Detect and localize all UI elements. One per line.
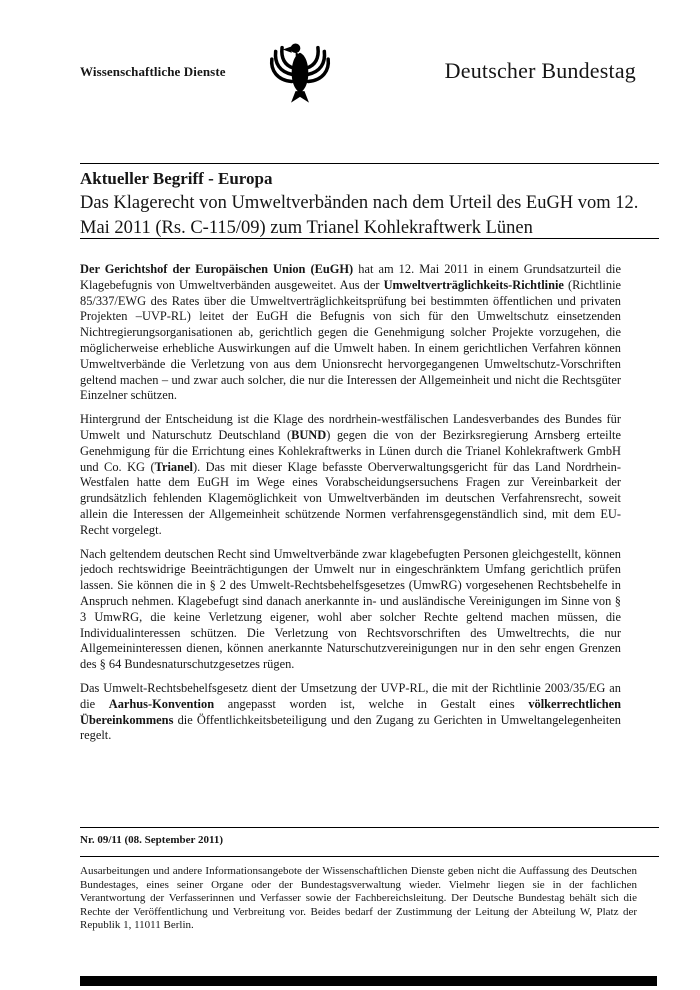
footer-middle-divider <box>80 856 659 857</box>
body-paragraph-1: Der Gerichtshof der Europäischen Union (EuGH) hat am 12. Mai 2011 in einem Grundsatzurteil die Klagebefugnis von Umweltverbänden ausgeweitet. Aus der Umweltverträglichkeits-Richtlinie (Richtlinie 85/337/EWG des Rates über die Umweltverträglichkeitsprüfung bei bestimmten öffentlichen und privaten Projekten –UVP-RL) leitet der EuGH die Befugnis von sich für den Umweltschutz einsetzenden Nichtregierungsorganisationen ab, gerichtlich gegen die Genehmigung solcher Projekte vorzugehen, die möglicherweise erhebliche Auswirkungen auf die Umwelt haben. In einem gerichtlichen Verfahren können Umweltverbände die Verletzung von aus dem Unionsrecht hervorgegangenen Umweltschutz-Vorschriften geltend machen – und zwar auch solcher, die nur die Interessen der Allgemeinheit und nicht die Rechtsgüter Einzelner schützen. <box>80 262 621 403</box>
disclaimer-text: Ausarbeitungen und andere Informationsangebote der Wissenschaftlichen Dienste geben nicht die Auffassung des Deutschen Bundestages, eines seiner Organe oder der Bundestagsverwaltung wieder. Vielmehr liegen sie in der fachlichen Verantwortung der Verfasserinnen und Verfasser sowie der Fachbereichsleitung. Der Deutsche Bundestag behält sich die Rechte der Veröffentlichung und Verbreitung vor. Beides bedarf der Zustimmung der Leitung der Abteilung W, Platz der Republik 1, 11011 Berlin. <box>80 865 637 932</box>
title-block <box>80 168 660 241</box>
footer-bar <box>80 976 657 986</box>
bundestag-eagle-icon <box>268 34 332 106</box>
issue-number: Nr. 09/11 (08. September 2011) <box>80 834 223 846</box>
footer-top-divider <box>80 827 659 828</box>
document-body <box>80 262 621 824</box>
document-title: Das Klagerecht von Umweltverbänden nach dem Urteil des EuGH vom 12. Mai 2011 (Rs. C-115/09) zum Trianel Kohlekraftwerk Lünen <box>80 193 639 238</box>
body-paragraph-2: Hintergrund der Entscheidung ist die Klage des nordrhein-westfälischen Landesverbandes des Bundes für Umwelt und Naturschutz Deutschland (BUND) gegen die von der Bezirksregierung Arnsberg erteilte Genehmigung für die Errichtung eines Kohlekraftwerks in Lünen durch die Trianel Kohlekraftwerk GmbH und Co. KG (Trianel). Das mit dieser Klage befasste Oberverwaltungsgericht für das Land Nordrhein-Westfalen hatte dem EuGH im Wege eines Vorabscheidungsersuchens Fragen zur Vereinbarkeit der grundsätzlich fehlenden Klagemöglichkeit von Umweltverbänden im deutschen Verfahrensrecht, soweit allein die Interessen der Allgemeinheit schützende Normen verfahrensgegenständlich sind, mit dem EU-Recht vorgelegt. <box>80 412 621 537</box>
title-bottom-divider <box>80 238 659 239</box>
title-top-divider <box>80 163 659 164</box>
series-title: Aktueller Begriff - Europa <box>80 169 273 188</box>
institution-name: Deutscher Bundestag <box>444 58 636 83</box>
body-paragraph-4: Das Umwelt-Rechtsbehelfsgesetz dient der Umsetzung der UVP-RL, die mit der Richtlinie 2003/35/EG an die Aarhus-Konvention angepasst worden ist, welche in Gestalt eines völkerrechtlichen Übereinkommens die Öffentlichkeitsbeteiligung und den Zugang zu Gerichten in Umweltangelegenheiten regelt. <box>80 680 621 743</box>
department-name: Wissenschaftliche Dienste <box>80 64 226 79</box>
body-paragraph-3: Nach geltendem deutschen Recht sind Umweltverbände zwar klagebefugten Personen gleichgestellt, können jedoch rechtswidrige Beeinträchtigungen der Umwelt nur in eingeschränktem Umfang gerichtlich prüfen lassen. Sie können die in § 2 des Umwelt-Rechtsbehelfsgesetzes (UmwRG) vorgesehenen Rechtsbehelfe in Anspruch nehmen. Klagebefugt sind danach anerkannte in- und ausländische Vereinigungen im Sinne von § 3 UmwRG, die keine Verletzung eigener, wohl aber solcher Rechte geltend machen müssen, die Individualinteressen schützen. Die Verletzung von Rechtsvorschriften des Umweltrechts, die nur Allgemeininteressen dienen, können anerkannte Naturschutzvereinigungen nur in den sehr engen Grenzen des § 64 Bundesnaturschutzgesetzes rügen. <box>80 546 621 672</box>
